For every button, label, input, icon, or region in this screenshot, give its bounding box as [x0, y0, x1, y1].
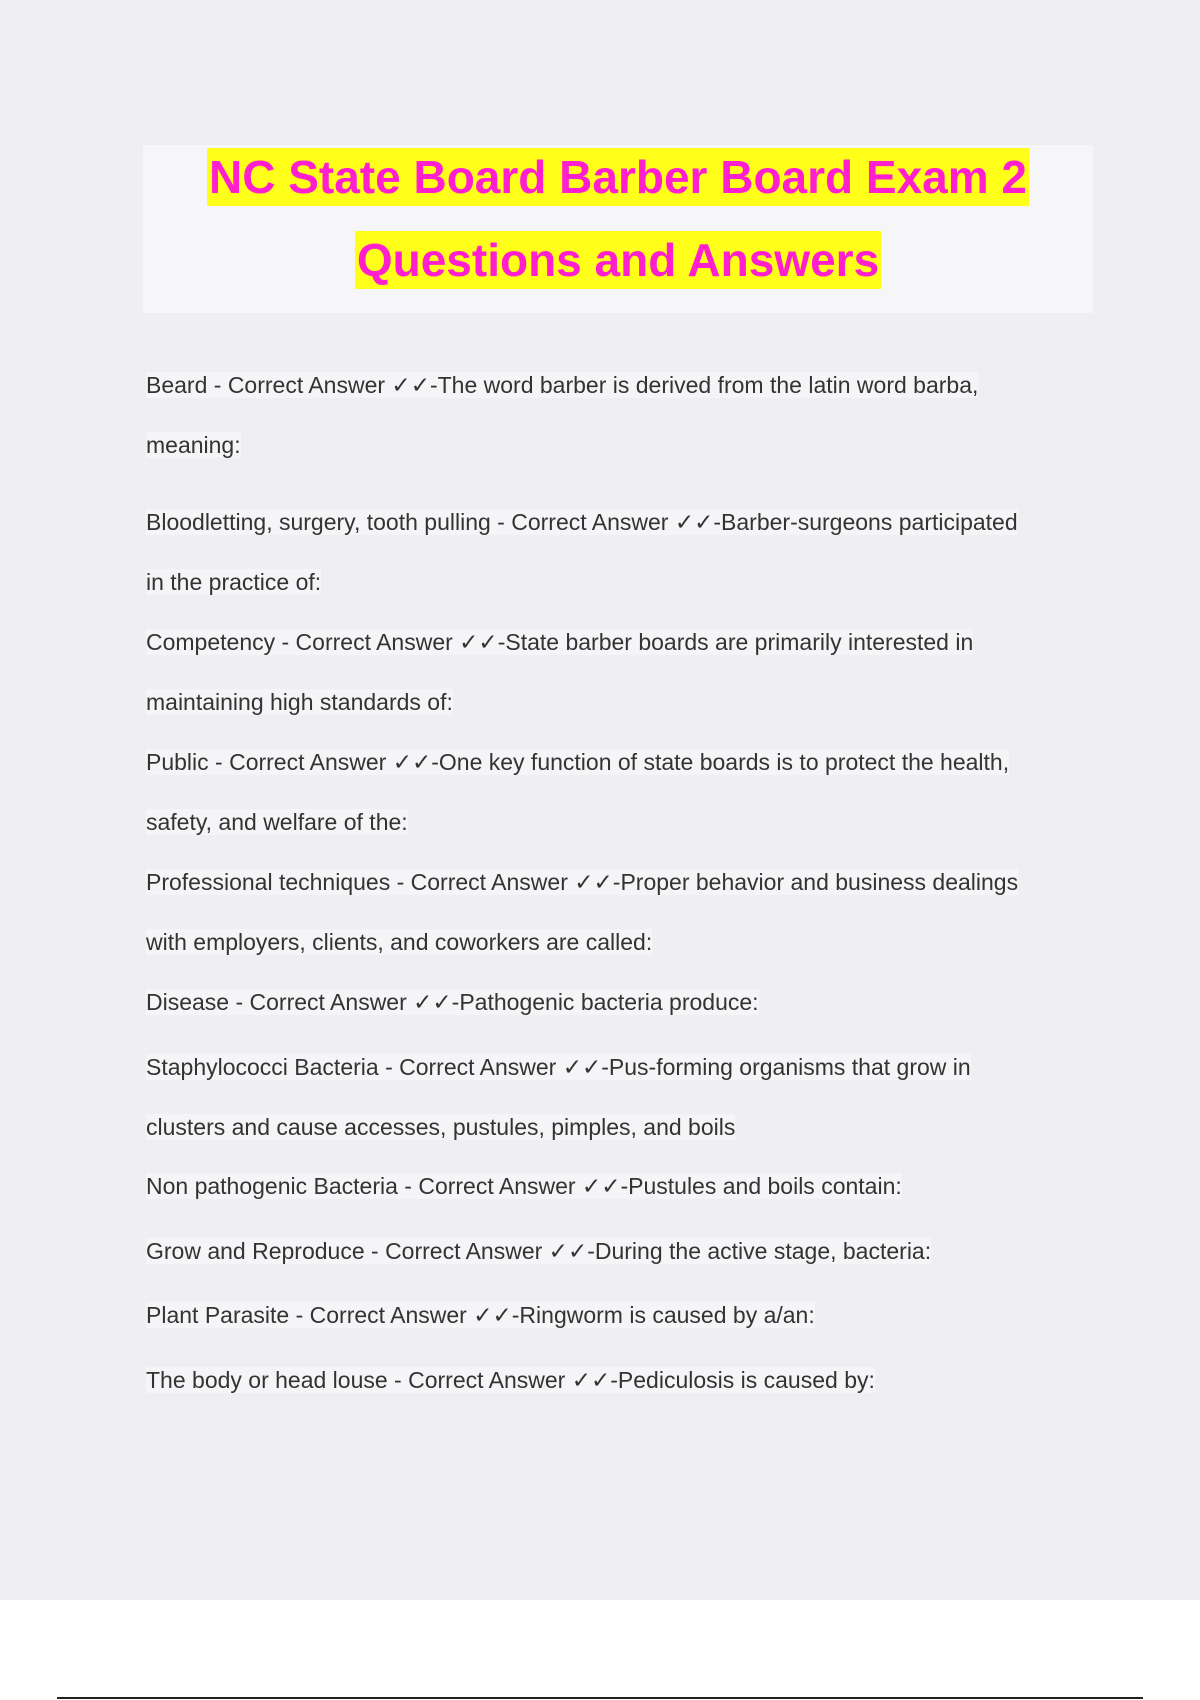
- qa-text-line: Disease - Correct Answer ✓✓-Pathogenic bacteria produce:: [146, 989, 759, 1015]
- qa-text-line: with employers, clients, and coworkers are called:: [146, 929, 653, 955]
- qa-text-line: Professional techniques - Correct Answer ✓✓-Proper behavior and business dealings: [146, 869, 1019, 895]
- qa-text-line: Non pathogenic Bacteria - Correct Answer ✓✓-Pustules and boils contain:: [146, 1173, 902, 1199]
- title-line-1: [143, 148, 1093, 208]
- qa-text-line: Bloodletting, surgery, tooth pulling - Correct Answer ✓✓-Barber-surgeons participated: [146, 509, 1018, 535]
- qa-text-line: Staphylococci Bacteria - Correct Answer ✓✓-Pus-forming organisms that grow in: [146, 1054, 971, 1080]
- qa-text-line: Competency - Correct Answer ✓✓-State barber boards are primarily interested in: [146, 629, 974, 655]
- qa-text-line: meaning:: [146, 432, 241, 458]
- qa-text-line: Beard - Correct Answer ✓✓-The word barber is derived from the latin word barba,: [146, 372, 979, 398]
- document-title-line-1: NC State Board Barber Board Exam 2: [207, 148, 1029, 206]
- qa-text-line: The body or head louse - Correct Answer ✓✓-Pediculosis is caused by:: [146, 1367, 875, 1393]
- qa-text-line: safety, and welfare of the:: [146, 809, 408, 835]
- qa-text-line: Grow and Reproduce - Correct Answer ✓✓-During the active stage, bacteria:: [146, 1238, 932, 1264]
- qa-text-line: in the practice of:: [146, 569, 322, 595]
- qa-text-line: clusters and cause accesses, pustules, pimples, and boils: [146, 1114, 736, 1140]
- qa-text-line: Public - Correct Answer ✓✓-One key function of state boards is to protect the health,: [146, 749, 1010, 775]
- qa-text-line: Plant Parasite - Correct Answer ✓✓-Ringworm is caused by a/an:: [146, 1302, 815, 1328]
- qa-text-line: maintaining high standards of:: [146, 689, 453, 715]
- document-title-line-2: Questions and Answers: [355, 231, 881, 289]
- title-line-2: [143, 231, 1093, 291]
- title-block: [143, 145, 1093, 313]
- footer-divider: [57, 1697, 1143, 1699]
